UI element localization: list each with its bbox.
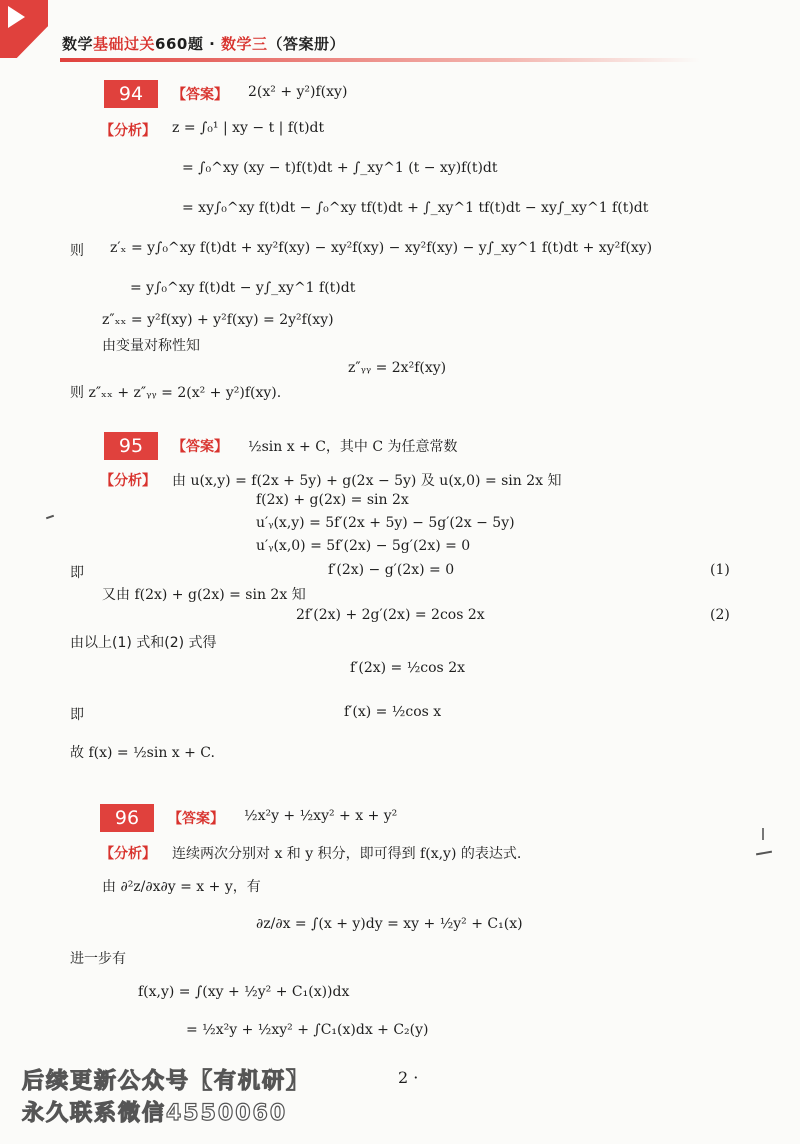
derivation-line: z = ∫₀¹ | xy − t | f(t)dt	[172, 120, 325, 136]
connective-text: 由以上(1) 式和(2) 式得	[70, 635, 217, 651]
derivation-line: f(x,y) = ∫(xy + ½y² + C₁(x))dx	[138, 984, 350, 1000]
answer-label-94: 【答案】	[172, 87, 228, 103]
watermark-line-2: 永久联系微信4550060	[22, 1101, 288, 1126]
derivation-line: ∂z/∂x = ∫(x + y)dy = xy + ½y² + C₁(x)	[256, 916, 523, 932]
connective-text: 由变量对称性知	[102, 338, 200, 354]
derivation-line: u′ᵧ(x,0) = 5f′(2x) − 5g′(2x) = 0	[256, 538, 471, 554]
stray-mark	[762, 828, 764, 840]
connective-text: 即	[70, 707, 84, 723]
answer-96: ½x²y + ½xy² + x + y²	[244, 808, 398, 824]
book-title: 数学基础过关660题 · 数学三（答案册）	[62, 35, 346, 53]
analysis-label-96: 【分析】	[100, 846, 156, 862]
derivation-line: z″ᵧᵧ = 2x²f(xy)	[348, 360, 447, 376]
derivation-line: f′(x) = ½cos x	[344, 704, 442, 720]
connective-text: 进一步有	[70, 951, 126, 967]
equation-number: (2)	[710, 607, 730, 623]
derivation-line: = y∫₀^xy f(t)dt − y∫_xy^1 f(t)dt	[130, 280, 356, 296]
derivation-line: 连续两次分别对 x 和 y 积分，即可得到 f(x,y) 的表达式.	[172, 846, 522, 862]
derivation-line: f′(2x) = ½cos 2x	[350, 660, 465, 676]
stray-mark	[46, 515, 54, 520]
header-rule	[60, 58, 700, 62]
answer-label-96: 【答案】	[168, 811, 224, 827]
play-icon	[8, 6, 25, 28]
derivation-line: f(2x) + g(2x) = sin 2x	[256, 492, 409, 508]
analysis-label-94: 【分析】	[100, 123, 156, 139]
conclusion-line: 则 z″ₓₓ + z″ᵧᵧ = 2(x² + y²)f(xy).	[70, 385, 282, 401]
derivation-line: u′ᵧ(x,y) = 5f′(2x + 5y) − 5g′(2x − 5y)	[256, 515, 515, 531]
derivation-line: f′(2x) − g′(2x) = 0	[328, 562, 455, 578]
watermark-line-1: 后续更新公众号【有机研】	[22, 1069, 311, 1094]
derivation-line: 由 ∂²z/∂x∂y = x + y，有	[102, 879, 261, 895]
connective-text: 则	[70, 243, 84, 259]
derivation-line: 由 u(x,y) = f(2x + 5y) + g(2x − 5y) 及 u(x,0) = sin 2x 知	[172, 473, 562, 489]
derivation-line: = ∫₀^xy (xy − t)f(t)dt + ∫_xy^1 (t − xy)f(t)dt	[182, 160, 498, 176]
problem-number-94: 94	[104, 80, 158, 108]
stray-mark	[756, 851, 772, 856]
page-number: 2 ·	[398, 1068, 419, 1087]
answer-label-95: 【答案】	[172, 439, 228, 455]
derivation-line: 2f′(2x) + 2g′(2x) = 2cos 2x	[296, 607, 485, 623]
derivation-line: = xy∫₀^xy f(t)dt − ∫₀^xy tf(t)dt + ∫_xy^1 tf(t)dt − xy∫_xy^1 f(t)dt	[182, 200, 649, 216]
conclusion-line: 故 f(x) = ½sin x + C.	[70, 745, 215, 761]
equation-number: (1)	[710, 562, 730, 578]
problem-number-95: 95	[104, 432, 158, 460]
derivation-line: z″ₓₓ = y²f(xy) + y²f(xy) = 2y²f(xy)	[102, 312, 334, 328]
analysis-label-95: 【分析】	[100, 473, 156, 489]
answer-95: ½sin x + C，其中 C 为任意常数	[248, 439, 458, 455]
corner-tab	[0, 0, 48, 58]
connective-text: 即	[70, 565, 84, 581]
problem-number-96: 96	[100, 804, 154, 832]
answer-94: 2(x² + y²)f(xy)	[248, 84, 348, 100]
derivation-line: z′ₓ = y∫₀^xy f(t)dt + xy²f(xy) − xy²f(xy) − xy²f(xy) − y∫_xy^1 f(t)dt + xy²f(xy)	[110, 240, 653, 256]
derivation-line: = ½x²y + ½xy² + ∫C₁(x)dx + C₂(y)	[186, 1022, 429, 1038]
derivation-line: 又由 f(2x) + g(2x) = sin 2x 知	[102, 587, 306, 603]
